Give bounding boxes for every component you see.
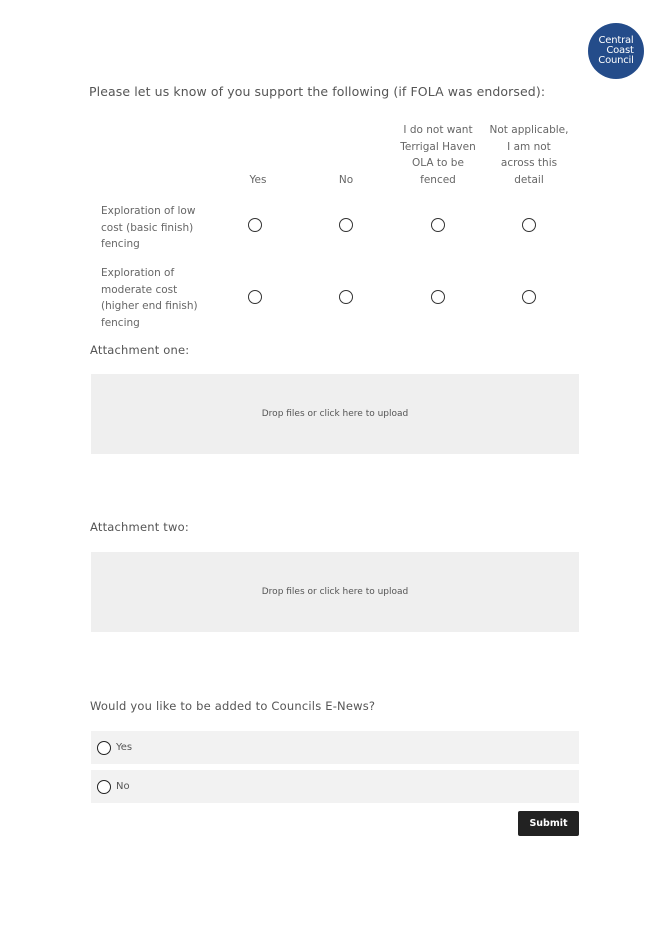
column-header-not-applicable: Not applicable, I am not across this detail [489,124,569,186]
option-label: No [116,781,130,792]
logo-line-3: Council [598,55,634,66]
logo-line-1: Central [598,35,634,46]
row-label-moderate-cost: Exploration of moderate cost (higher end finish) fencing [101,267,198,329]
option-label: Yes [116,742,133,753]
radio-moderate-cost-do-not-want[interactable] [431,290,445,304]
attachment-two-dropzone[interactable] [91,552,579,632]
enews-question: Would you like to be added to Councils E-News? [90,699,376,713]
submit-button[interactable]: Submit [518,811,579,836]
dropzone-text: Drop files or click here to upload [261,587,409,597]
radio-moderate-cost-no[interactable] [339,290,353,304]
column-header-do-not-want: I do not want Terrigal Haven OLA to be fenced [400,124,476,186]
matrix-question: Please let us know of you support the following (if FOLA was endorsed): [89,84,546,99]
radio-low-cost-yes[interactable] [248,218,262,232]
dropzone-text: Drop files or click here to upload [261,409,409,419]
column-header-yes: Yes [249,174,267,186]
radio-moderate-cost-yes[interactable] [248,290,262,304]
attachment-two-label: Attachment two: [90,520,189,534]
council-logo [588,23,644,79]
logo-line-2: Coast [606,45,634,56]
radio-low-cost-no[interactable] [339,218,353,232]
attachment-one-dropzone[interactable] [91,374,579,454]
attachment-one-label: Attachment one: [90,343,190,357]
radio-low-cost-not-applicable[interactable] [522,218,536,232]
radio-low-cost-do-not-want[interactable] [431,218,445,232]
column-header-no: No [338,174,354,186]
radio-icon[interactable] [97,780,111,794]
radio-icon[interactable] [97,741,111,755]
row-label-low-cost: Exploration of low cost (basic finish) fencing [101,205,196,250]
enews-option-yes[interactable] [91,731,579,764]
radio-moderate-cost-not-applicable[interactable] [522,290,536,304]
enews-option-no[interactable] [91,770,579,803]
